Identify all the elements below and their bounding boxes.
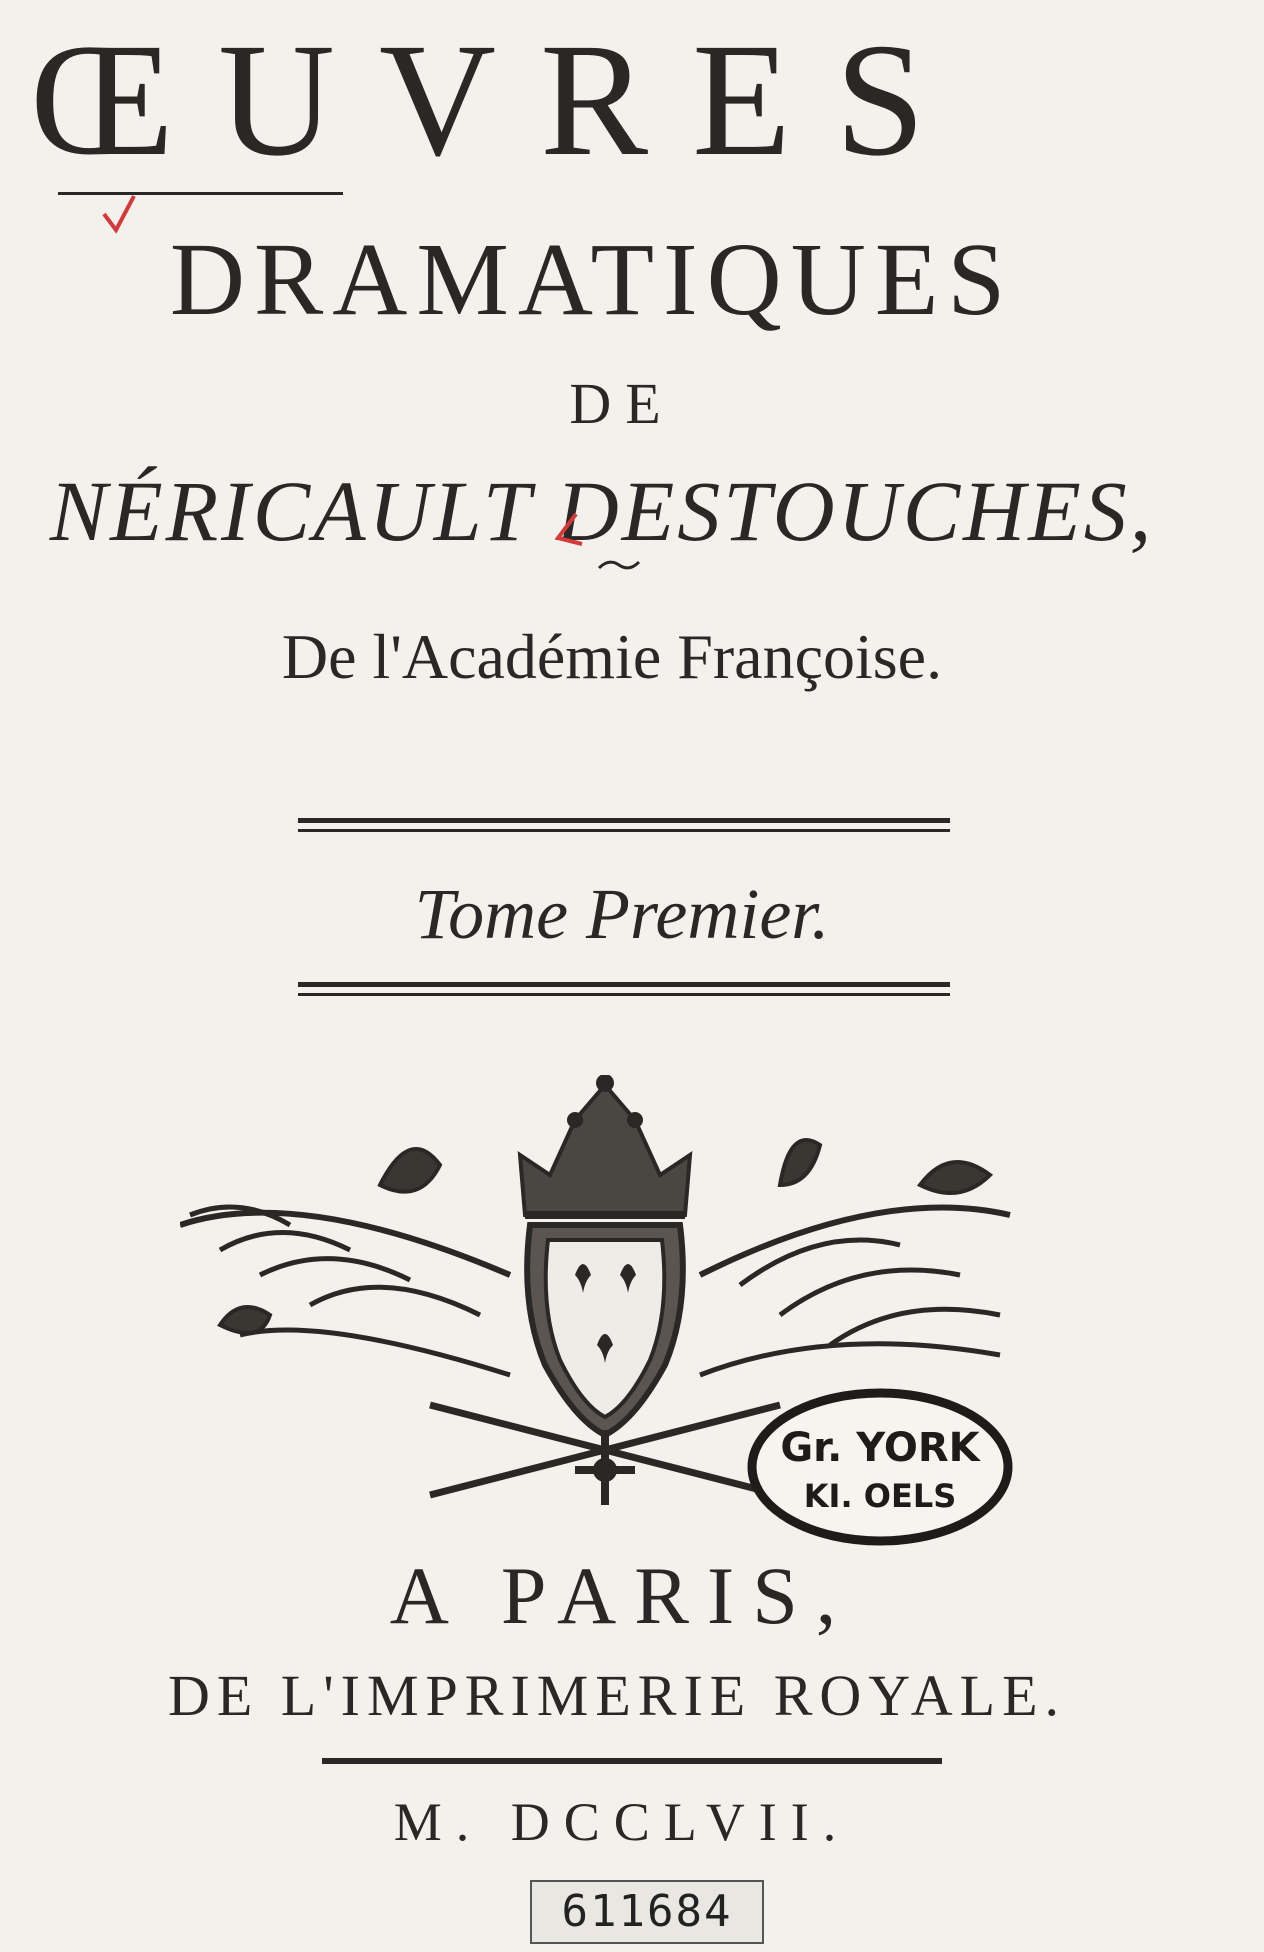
stamp-line-2: KI. OELS <box>803 1477 957 1515</box>
imprint-rule <box>322 1758 942 1764</box>
author-name: NÉRICAULT DESTOUCHES, <box>49 463 1155 559</box>
volume-label: Tome Premier. <box>414 874 830 954</box>
preposition: DE <box>569 371 675 436</box>
publication-date: M. DCCLVII. <box>393 1792 851 1852</box>
library-oval-stamp-icon <box>745 1385 1015 1550</box>
stamp-line-1: Gr. YORK <box>780 1425 980 1471</box>
title: ŒUVRES <box>30 11 970 190</box>
city: A PARIS, <box>389 1550 855 1641</box>
academy-affiliation: De l'Académie Françoise. <box>281 621 943 692</box>
shelfmark-label: 611684 <box>530 1880 764 1944</box>
subtitle: DRAMATIQUES <box>169 222 1015 337</box>
tilde-mark-icon <box>595 556 643 574</box>
printer: DE L'IMPRIMERIE ROYALE. <box>167 1663 1067 1728</box>
rule-top <box>298 818 950 834</box>
red-check-mark-icon <box>548 508 588 554</box>
rule-bottom <box>298 982 950 998</box>
